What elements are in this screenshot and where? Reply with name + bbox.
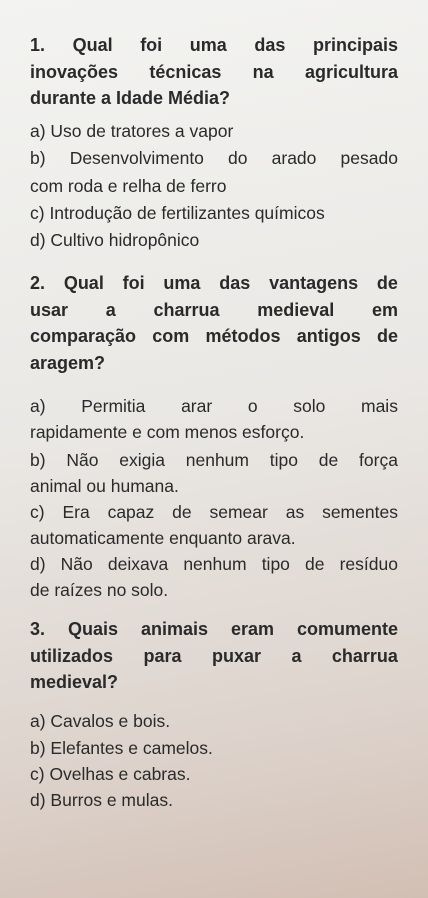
question-3-option-a	[30, 708, 398, 734]
question-3-option-c	[30, 761, 398, 787]
option-text: d) Burros e mulas.	[30, 790, 173, 810]
question-1-title-line-1: 1. Qual foi uma das principais	[30, 35, 398, 55]
option-text: a) Cavalos e bois.	[30, 711, 171, 731]
question-1-option-a	[30, 118, 398, 144]
question-2-option-d	[30, 551, 398, 603]
question-1-option-b	[30, 145, 398, 199]
question-1-option-c	[30, 200, 398, 226]
question-3-title	[30, 616, 398, 696]
option-text: de raízes no solo.	[30, 580, 169, 600]
question-1-title-line-2: inovações técnicas na agricultura	[30, 61, 398, 82]
question-2-title-line-3: comparação com métodos antigos de	[30, 326, 398, 346]
question-2-title-line-2: usar a charrua medieval em	[30, 299, 398, 320]
question-2-title-line-4: aragem?	[30, 352, 106, 373]
option-text: animal ou humana.	[30, 476, 179, 496]
question-1-title-line-3: durante a Idade Média?	[30, 88, 231, 108]
option-text: c) Era capaz de semear as sementes	[30, 502, 398, 522]
question-3-title-line-1: 3. Quais animais eram comumente	[30, 619, 398, 639]
question-2-option-b	[30, 447, 398, 499]
question-3-option-b	[30, 735, 398, 761]
option-text: b) Elefantes e camelos.	[30, 738, 213, 758]
question-3-title-line-2: utilizados para puxar a charrua	[30, 645, 398, 666]
question-2-option-c	[30, 499, 398, 551]
question-2-title-line-1: 2. Qual foi uma das vantagens de	[30, 273, 398, 293]
option-text: automaticamente enquanto arava.	[30, 528, 296, 548]
question-1-option-d	[30, 227, 398, 253]
option-text: b) Desenvolvimento do arado pesado	[30, 148, 398, 168]
question-3-option-d	[30, 787, 398, 813]
question-1-title	[30, 32, 398, 112]
option-text: c) Introdução de fertilizantes químicos	[30, 203, 325, 223]
question-2-title	[30, 270, 398, 376]
question-1	[30, 32, 398, 112]
question-2-option-a	[30, 393, 398, 445]
option-text: a) Uso de tratores a vapor	[30, 121, 234, 141]
option-text: a) Permitia arar o solo mais	[30, 396, 398, 416]
option-text: com roda e relha de ferro	[30, 176, 227, 196]
option-text: d) Cultivo hidropônico	[30, 230, 200, 250]
option-text: c) Ovelhas e cabras.	[30, 764, 191, 784]
question-3-title-line-3: medieval?	[30, 672, 119, 692]
option-text: b) Não exigia nenhum tipo de força	[30, 450, 398, 470]
option-text: d) Não deixava nenhum tipo de resíduo	[30, 554, 398, 574]
option-text: rapidamente e com menos esforço.	[30, 422, 305, 442]
